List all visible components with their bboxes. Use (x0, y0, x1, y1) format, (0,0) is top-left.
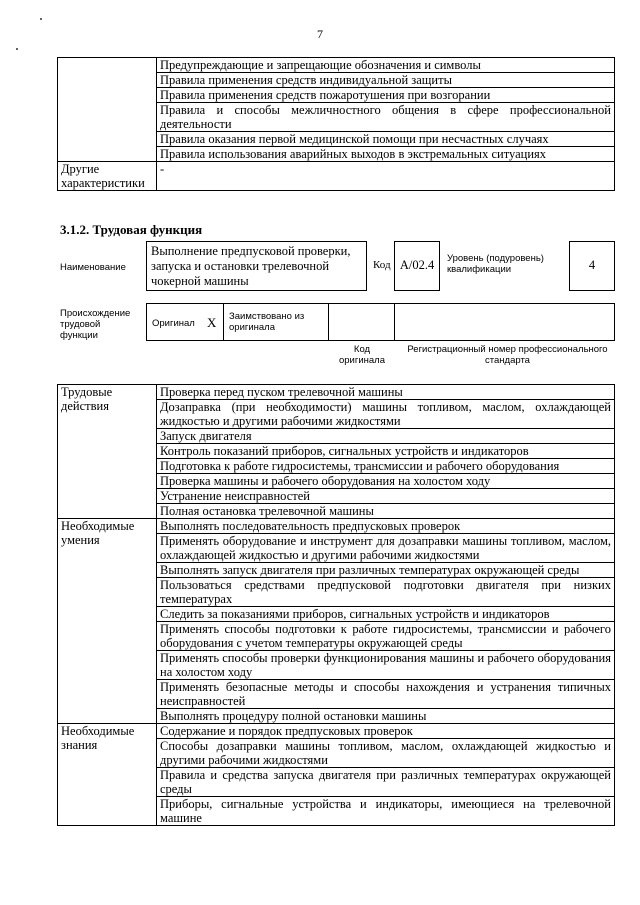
list-item: Подготовка к работе гидросистемы, трансмиссии и рабочего оборудования (157, 459, 615, 474)
list-item: Правила оказания первой медицинской помощи при несчастных случаях (157, 132, 615, 147)
row-label: Трудовые действия (58, 385, 157, 519)
function-name: Выполнение предпусковой проверки, запуска и остановки трелевочной чокерной машины (151, 244, 351, 288)
list-item: Применять способы проверки функционирования машины и рабочего оборудования на холостом ходу (157, 651, 615, 680)
table-row (58, 519, 615, 534)
original-label: Оригинал (152, 318, 195, 329)
level-label: Уровень (подуровень) квалификации (447, 253, 544, 275)
list-item: Выполнять последовательность предпусковых проверок (157, 519, 615, 534)
list-item: Правила и способы межличностного общения в сфере профессиональной деятельности (157, 103, 615, 132)
list-item: Приборы, сигнальные устройства и индикаторы, имеющиеся на трелевочной машине (157, 797, 615, 826)
page-number: 7 (317, 27, 323, 41)
code-label: Код (373, 259, 391, 271)
level-box (569, 241, 615, 291)
origin-divider (394, 303, 395, 341)
caption-code: Код оригинала (338, 344, 385, 366)
caption-reg: Регистрационный номер профессионального стандарта (407, 344, 608, 366)
list-item: Полная остановка трелевочной машины (157, 504, 615, 519)
row-label (58, 58, 157, 162)
list-item: Пользоваться средствами предпусковой подготовки двигателя при низких температурах (157, 578, 615, 607)
original-mark: Х (207, 315, 217, 330)
level-value: 4 (588, 258, 596, 272)
origin-label: Происхождение трудовой функции (60, 308, 131, 341)
row-label: Необходимые умения (58, 519, 157, 724)
list-item: Проверка перед пуском трелевочной машины (157, 385, 615, 400)
code-box (394, 241, 440, 291)
list-item: Проверка машины и рабочего оборудования на холостом ходу (157, 474, 615, 489)
section-title: 3.1.2. Трудовая функция (60, 222, 203, 237)
list-item: Запуск двигателя (157, 429, 615, 444)
list-item: - (157, 162, 615, 191)
labor-function-table (57, 384, 615, 826)
code-value: А/02.4 (399, 258, 435, 272)
list-item: Правила применения средств индивидуальной защиты (157, 73, 615, 88)
table-row (58, 162, 615, 191)
scan-speck (16, 48, 18, 50)
table-row (58, 724, 615, 739)
list-item: Применять оборудование и инструмент для дозаправки машины топливом, маслом, охлаждающей жидкостью и другими рабочими жидкостями (157, 534, 615, 563)
borrowed-label: Заимствовано из оригинала (229, 311, 305, 333)
name-label: Наименование (60, 262, 126, 273)
list-item: Правила и средства запуска двигателя при различных температурах окружающей среды (157, 768, 615, 797)
list-item: Способы дозаправки машины топливом, маслом, охлаждающей жидкостью и другими рабочими жидкостями (157, 739, 615, 768)
origin-divider (223, 303, 224, 341)
table-row (58, 385, 615, 400)
list-item: Следить за показаниями приборов, сигнальных устройств и индикаторов (157, 607, 615, 622)
list-item: Устранение неисправностей (157, 489, 615, 504)
scan-speck (40, 18, 42, 20)
origin-divider (328, 303, 329, 341)
list-item: Контроль показаний приборов, сигнальных устройств и индикаторов (157, 444, 615, 459)
row-label: Необходимые знания (58, 724, 157, 826)
row-label: Другие характеристики (58, 162, 157, 191)
table-row (58, 58, 615, 73)
list-item: Содержание и порядок предпусковых проверок (157, 724, 615, 739)
list-item: Применять безопасные методы и способы нахождения и устранения типичных неисправностей (157, 680, 615, 709)
list-item: Предупреждающие и запрещающие обозначения и символы (157, 58, 615, 73)
list-item: Применять способы подготовки к работе гидросистемы, трансмиссии и рабочего оборудования с учетом температуры окружающей среды (157, 622, 615, 651)
function-name-box (146, 241, 367, 291)
list-item: Дозаправка (при необходимости) машины топливом, маслом, охлаждающей жидкостью и другими рабочими жидкостями (157, 400, 615, 429)
list-item: Выполнять процедуру полной остановки машины (157, 709, 615, 724)
list-item: Выполнять запуск двигателя при различных температурах окружающей среды (157, 563, 615, 578)
list-item: Правила применения средств пожаротушения при возгорании (157, 88, 615, 103)
requirements-table-continuation (57, 57, 615, 191)
list-item: Правила использования аварийных выходов в экстремальных ситуациях (157, 147, 615, 162)
